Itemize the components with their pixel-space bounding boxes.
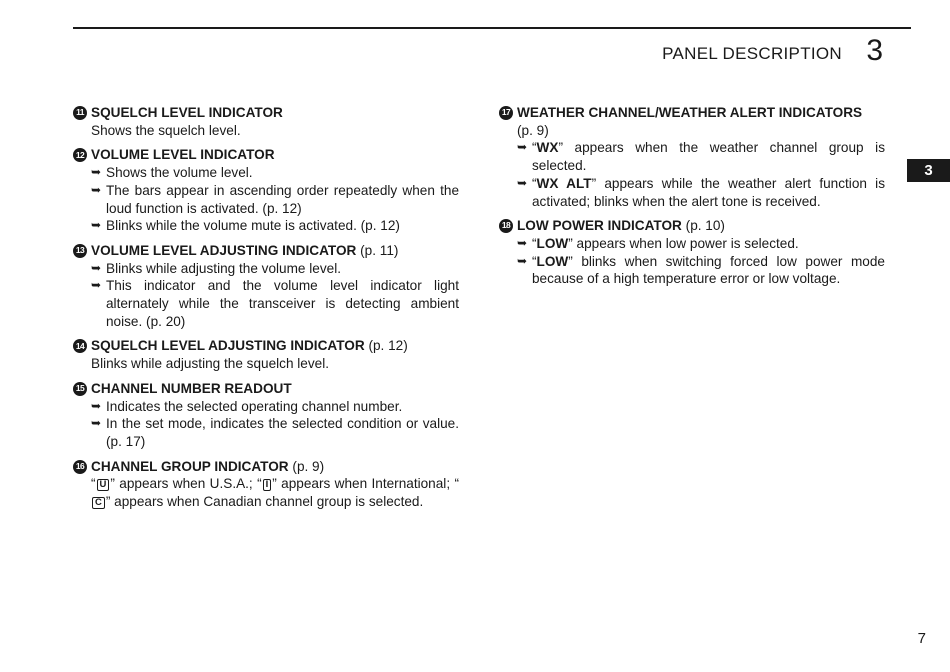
page-reference: (p. 9) — [288, 458, 325, 474]
item-channel-number-readout — [73, 380, 459, 451]
arrow-bullet-icon: ➥ — [91, 416, 102, 431]
page-number: 7 — [917, 630, 926, 647]
page-reference: (p. 9) — [517, 122, 549, 138]
bullet-item: ➥ Shows the volume level. — [91, 165, 253, 181]
bullet-item: ➥ “WX” appears when the weather channel group is selected. — [517, 140, 885, 174]
arrow-bullet-icon: ➥ — [517, 140, 528, 155]
item-squelch-level-adjusting-indicator — [73, 337, 459, 372]
item-number-badge: 16 — [73, 460, 87, 474]
item-low-power-indicator — [499, 217, 885, 288]
left-column — [73, 104, 459, 518]
canadian-group-icon: C — [92, 497, 105, 509]
header-rule — [73, 27, 911, 29]
item-description: Blinks while adjusting the squelch level. — [91, 356, 330, 372]
item-heading: WEATHER CHANNEL/WEATHER ALERT INDICATORS — [517, 105, 863, 120]
page-reference: (p. 12) — [364, 338, 408, 354]
international-group-icon: I — [263, 479, 272, 491]
item-number-badge: 17 — [499, 106, 513, 120]
item-number-badge: 14 — [73, 339, 87, 353]
page-reference: (p. 11) — [356, 242, 399, 258]
item-heading: VOLUME LEVEL ADJUSTING INDICATOR — [91, 242, 357, 258]
arrow-bullet-icon: ➥ — [91, 278, 102, 293]
bullet-item: ➥ “LOW” appears when low power is selected. — [517, 235, 799, 251]
item-number-badge: 11 — [73, 106, 87, 120]
usa-group-icon: U — [97, 479, 110, 491]
item-heading: CHANNEL NUMBER READOUT — [91, 380, 292, 396]
bullet-item: ➥ Indicates the selected operating channel number. — [91, 398, 403, 414]
item-description: Shows the squelch level. — [91, 122, 241, 138]
item-channel-group-indicator — [73, 458, 459, 511]
item-weather-indicators — [499, 104, 885, 210]
item-squelch-level-indicator — [73, 104, 459, 139]
item-number-badge: 13 — [73, 244, 87, 258]
bullet-item: ➥ The bars appear in ascending order repeatedly when the loud function is activated. (p. 12) — [91, 182, 459, 216]
arrow-bullet-icon: ➥ — [91, 218, 102, 233]
arrow-bullet-icon: ➥ — [91, 398, 102, 413]
bullet-item: ➥ “LOW” blinks when switching forced low power mode because of a high temperature error or low voltage. — [517, 253, 885, 287]
item-heading: CHANNEL GROUP INDICATOR — [91, 458, 289, 474]
bullet-item: ➥ Blinks while adjusting the volume level. — [91, 260, 341, 276]
item-number-badge: 18 — [499, 219, 513, 233]
arrow-bullet-icon: ➥ — [517, 235, 528, 250]
bullet-item: ➥ Blinks while the volume mute is activated. (p. 12) — [91, 218, 400, 234]
bullet-item: ➥ This indicator and the volume level indicator light alternately while the transceiver is detecting ambient noise. (p. 20) — [91, 278, 459, 329]
item-volume-level-adjusting-indicator — [73, 242, 459, 331]
item-heading: VOLUME LEVEL INDICATOR — [91, 147, 275, 163]
chapter-tab: 3 — [907, 159, 950, 182]
bullet-item: ➥ “WX ALT” appears while the weather alert function is activated; blinks when the alert tone is received. — [517, 175, 885, 209]
arrow-bullet-icon: ➥ — [517, 253, 528, 268]
item-description: “ U ” appears when U.S.A.; “ I ” appears when International; “C ” appears when Canadian channel group is selected. — [91, 476, 459, 510]
item-heading: LOW POWER INDICATOR — [517, 218, 682, 234]
item-heading: SQUELCH LEVEL ADJUSTING INDICATOR — [91, 338, 365, 354]
item-number-badge: 15 — [73, 382, 87, 396]
bullet-item: ➥ In the set mode, indicates the selected condition or value. (p. 17) — [91, 416, 459, 449]
item-volume-level-indicator — [73, 146, 459, 235]
arrow-bullet-icon: ➥ — [91, 165, 102, 180]
right-column — [499, 104, 885, 295]
page-reference: (p. 10) — [681, 218, 725, 234]
item-number-badge: 12 — [73, 148, 87, 162]
arrow-bullet-icon: ➥ — [517, 175, 528, 190]
chapter-number: 3 — [866, 34, 883, 67]
item-heading: SQUELCH LEVEL INDICATOR — [91, 105, 283, 120]
arrow-bullet-icon: ➥ — [91, 182, 102, 197]
section-title: PANEL DESCRIPTION — [662, 44, 842, 63]
arrow-bullet-icon: ➥ — [91, 260, 102, 275]
